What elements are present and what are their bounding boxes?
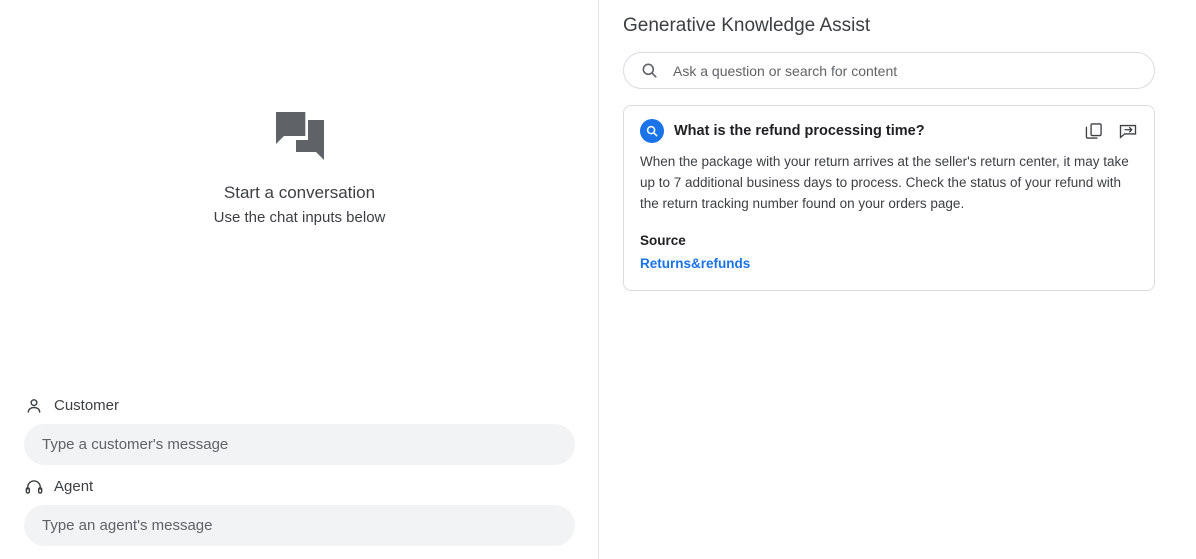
chat-bubbles-icon — [268, 104, 332, 168]
customer-input-group — [24, 396, 575, 465]
send-to-chat-icon[interactable] — [1118, 121, 1138, 141]
answer-header — [640, 120, 1138, 143]
agent-label: Agent — [54, 478, 94, 495]
knowledge-search-bar[interactable] — [623, 52, 1155, 89]
empty-conversation-state — [0, 104, 599, 228]
answer-actions — [1084, 121, 1138, 141]
customer-label-row — [24, 396, 575, 416]
copy-icon[interactable] — [1084, 121, 1104, 141]
chat-inputs — [24, 396, 575, 546]
search-glyph-icon — [645, 124, 659, 138]
search-badge-icon — [640, 119, 664, 143]
headset-icon — [24, 477, 44, 497]
answer-card — [623, 105, 1155, 291]
customer-label: Customer — [54, 397, 120, 414]
customer-message-input[interactable] — [24, 424, 575, 465]
empty-state-subtitle: Use the chat inputs below — [213, 209, 386, 226]
answer-question: What is the refund processing time? — [674, 123, 925, 139]
source-link[interactable]: Returns&refunds — [640, 256, 751, 271]
answer-body: When the package with your return arrives at the seller's return center, it may take up to 7 additional business days to process. Check the status of your refund with the return tracking number found on your orders page. — [640, 154, 1129, 211]
agent-input-group — [24, 477, 575, 546]
agent-message-input[interactable] — [24, 505, 575, 546]
search-icon — [640, 61, 659, 80]
knowledge-assist-pane — [599, 0, 1196, 559]
page-title: Generative Knowledge Assist — [623, 15, 871, 36]
person-icon — [24, 396, 44, 416]
agent-label-row — [24, 477, 575, 497]
source-label: Source — [640, 233, 686, 248]
search-input[interactable] — [671, 62, 1138, 80]
empty-state-title: Start a conversation — [223, 183, 376, 202]
